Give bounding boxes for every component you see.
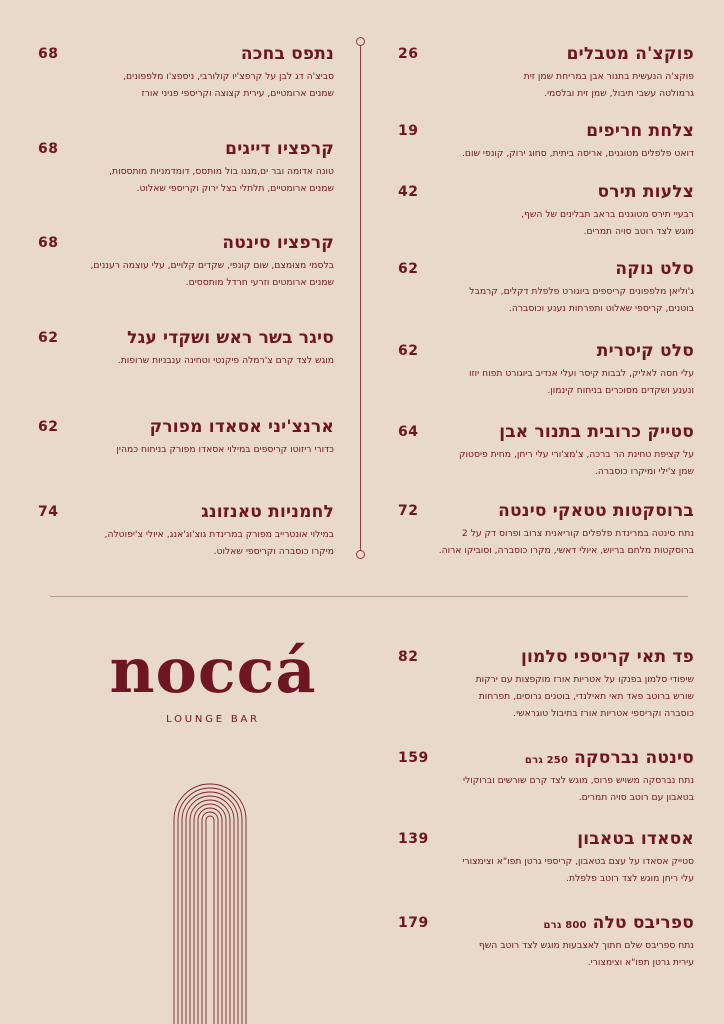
menu-item-description-line: נתח ספריבס שלם חתוך לאצבעות מוגש לצד רוטב השף — [478, 940, 694, 951]
menu-item-description-line: סטייק אסאדו על עצם בטאבון, קריספי גרטן תפו"א וצימצורי — [462, 856, 694, 867]
menu-item-header — [398, 500, 694, 522]
menu-item-header — [38, 501, 334, 523]
menu-item-description-line: דואט פלפלים מטוגנים, אריסה ביתית, סחוג ירוק, קונפי שום. — [461, 148, 694, 159]
menu-item-description-line: שיפודי סלמון בפנקו על אטריות אורז מוקפצות עם ירקות — [475, 674, 694, 685]
menu-item-price: 62 — [38, 419, 59, 435]
menu-item-name — [499, 421, 694, 443]
menu-item-header — [398, 747, 694, 769]
divider-top-dot — [356, 37, 365, 46]
menu-item-description-line: טונה אדומה ובר ים,מנגו בול מותסס, דומדמניות מותססות, — [109, 166, 334, 177]
menu-item-description — [38, 441, 334, 458]
menu-item-header — [38, 416, 334, 438]
menu-item-description-line: ברוסקטות מלחם בריוש, איולי דאשי, מקרו כוסברה, וסוביקו ארוה. — [438, 545, 694, 556]
menu-item — [38, 327, 334, 369]
menu-item-name — [577, 828, 694, 850]
menu-item-header — [398, 912, 694, 934]
menu-item-description — [398, 365, 694, 399]
menu-item-description-line: שמנים ארומטים וזרעי חרדל מותססים. — [185, 277, 334, 288]
arch-line — [178, 788, 242, 1024]
menu-item-name — [150, 416, 334, 438]
menu-item-description — [38, 163, 334, 197]
menu-item — [398, 181, 694, 240]
menu-item — [398, 340, 694, 399]
menu-item-name — [567, 43, 694, 65]
menu-item-description-line: בטאבון עם רוטב סויה תמרים. — [578, 792, 694, 803]
menu-item-name-text: ארנצ'יני אסאדו מפורק — [149, 417, 334, 437]
menu-item-header — [398, 646, 694, 668]
menu-item-description-line: כדורי ריזוטו קריספים במילוי אסאדו מפורק בניחוח כמהין — [116, 444, 334, 455]
menu-item-description — [398, 145, 694, 162]
menu-item-description-line: גרמולטה עשבי תיבול, שמן זית ובלסמי. — [544, 88, 694, 99]
menu-item-name-text: סלט נוקה — [615, 259, 694, 279]
menu-item-header — [398, 181, 694, 203]
menu-item-description-line: עלי חסה לאליק, לבבות קיסר ועלי אנדיב ביוגורט תפוח יוזו — [468, 368, 694, 379]
menu-item-header — [398, 120, 694, 142]
menu-item-description — [38, 68, 334, 102]
menu-item-description-line: כוסברה וקריספי אטריות אורז בתיבול טוגראשי. — [513, 708, 694, 719]
menu-item — [38, 416, 334, 458]
menu-item-name — [222, 232, 334, 254]
menu-item-price: 68 — [38, 141, 59, 157]
section-divider — [50, 596, 688, 597]
menu-item-price: 159 — [398, 750, 429, 766]
menu-item-header — [38, 327, 334, 349]
menu-item — [398, 500, 694, 559]
menu-item-header — [38, 138, 334, 160]
menu-item-description-line: שמנים ארומטיים, תלתלי בצל ירוק וקריספי שאלוט. — [136, 183, 334, 194]
menu-item-name-text: ספריבס טלה — [592, 913, 694, 933]
menu-item-name-text: סטייק כרובית בתנור אבן — [499, 422, 694, 442]
brand-logo: noccá — [109, 634, 317, 707]
menu-item-description-line: שורש ברוטב פאד תאי תאילנדי, בוטנים גרוסים, תפרחות — [478, 691, 694, 702]
menu-item — [398, 258, 694, 317]
menu-item-price: 64 — [398, 424, 419, 440]
menu-item-header — [398, 340, 694, 362]
menu-item-description — [38, 352, 334, 369]
menu-item-name — [543, 912, 694, 937]
menu-item-description-line: מוגש לצד רוטב סויה תמרים. — [583, 226, 694, 237]
menu-item-description — [38, 526, 334, 560]
arch-line — [186, 796, 234, 1024]
menu-item-price: 68 — [38, 46, 59, 62]
arch-line — [194, 804, 226, 1024]
menu-item-description-line: שמן צ'ילי ומיקרו כוסברה. — [594, 466, 694, 477]
menu-item-name-text: פד תאי קריספי סלמון — [520, 647, 694, 667]
divider-bottom-dot — [356, 550, 365, 559]
menu-item-description — [398, 446, 694, 480]
menu-item-name-text: סינטה נברסקה — [574, 748, 694, 768]
menu-item-price: 179 — [398, 915, 429, 931]
menu-item-description — [398, 68, 694, 102]
menu-item-description-line: פוקצ'ה הנעשית בתנור אבן במריחת שמן זית — [523, 71, 694, 82]
menu-item-weight: 250 גרם — [524, 755, 569, 766]
menu-item-price: 68 — [38, 235, 59, 251]
menu-item — [38, 43, 334, 102]
menu-item-price: 72 — [398, 503, 419, 519]
menu-item-description-line: ג'וליאן מלפפונים קריספים ביוגורט פלפלת דקלים, קרמבל — [469, 286, 694, 297]
menu-item-name-text: סיגר בשר ראש ושקדי עגל — [127, 328, 334, 348]
menu-item-description-line: עירית גרטן תפו"א וצימצורי. — [587, 957, 694, 968]
menu-item-name-text: צלעות תירס — [597, 182, 694, 202]
menu-item-description-line: במילוי אונטרייב מפורק במרינדת גוצ'וג'אנג, איולי צ'יפוטלה, — [104, 529, 334, 540]
menu-item — [398, 912, 694, 971]
menu-item-header — [38, 232, 334, 254]
menu-item — [398, 43, 694, 102]
menu-item — [398, 646, 694, 722]
menu-item-description-line: ונענע ושקדים מסוכרים בניחוח קינמון. — [547, 385, 694, 396]
menu-item-name-text: נתפס בחכה — [240, 44, 334, 64]
arch-line — [174, 784, 246, 1024]
menu-item-description — [398, 853, 694, 887]
menu-item-weight: 800 גרם — [543, 920, 587, 931]
menu-item-name-text: סלט קיסרית — [596, 341, 694, 361]
menu-item-name — [521, 646, 694, 668]
menu-item-description-line: בלסמי מצומצם, שום קונפי, שקדים קלויים, עלי עוצמה רעננים, — [90, 260, 334, 271]
brand-tagline: LOUNGE BAR — [166, 714, 260, 725]
menu-item-name — [615, 258, 694, 280]
menu-item-price: 139 — [398, 831, 429, 847]
menu-item-name — [525, 747, 694, 772]
menu-item-description-line: עלי ריחן מוגש לצד רוטב פלפלת. — [566, 873, 694, 884]
menu-item — [398, 421, 694, 480]
menu-item — [38, 232, 334, 291]
column-divider — [360, 45, 361, 553]
menu-item-description-line: סביצ'ה דג לבן על קרפצ'יו קולורבי, ניספצ'ו מלפפונים, — [123, 71, 334, 82]
menu-item-price: 82 — [398, 649, 419, 665]
menu-item-header — [38, 43, 334, 65]
menu-item-name-text: לחמניות טאנזונג — [201, 502, 334, 522]
menu-item-name — [586, 120, 694, 142]
arch-line — [190, 800, 230, 1024]
menu-item — [398, 747, 694, 806]
menu-item-price: 74 — [38, 504, 59, 520]
menu-item-name — [127, 327, 334, 349]
menu-item-header — [398, 43, 694, 65]
menu-item-description-line: שמנים ארומטיים, עירית קצוצה וקריספי פניני אורז — [141, 88, 334, 99]
menu-item-name — [225, 138, 334, 160]
menu-item-price: 42 — [398, 184, 419, 200]
menu-item-header — [398, 258, 694, 280]
menu-item-description — [398, 206, 694, 240]
menu-item-name — [597, 340, 694, 362]
menu-item-name-text: קרפציו דייגים — [225, 139, 334, 159]
menu-item-name — [598, 181, 694, 203]
menu-item-price: 62 — [38, 330, 59, 346]
menu-item-name — [201, 501, 334, 523]
menu-item-description — [398, 937, 694, 971]
menu-item-description-line: מיקרו כוסברה וקריספי שאלוט. — [213, 546, 334, 557]
menu-item-price: 19 — [398, 123, 419, 139]
menu-item-description — [398, 283, 694, 317]
menu-item — [38, 138, 334, 197]
menu-item-description — [398, 671, 694, 722]
arch-line — [206, 816, 214, 1024]
menu-item-description — [398, 772, 694, 806]
menu-item-description — [398, 525, 694, 559]
menu-item — [398, 120, 694, 162]
menu-item-description-line: נתח סינטה במרינדת פלפלים קוריאנית צרוב ופרוס דק על 2 — [461, 528, 694, 539]
menu-item-price: 26 — [398, 46, 419, 62]
menu-item-header — [398, 828, 694, 850]
menu-item — [38, 501, 334, 560]
menu-item-name-text: צלחת חריפים — [586, 121, 694, 141]
menu-item-name — [498, 500, 694, 522]
menu-item-description-line: רבעיי תירס מטוגנים בראב תבלינים של השף, — [521, 209, 694, 220]
menu-item-description-line: מוגש לצד קרם צ'רמלה פיקנטי וטחינה ענבניות שרופות. — [117, 355, 334, 366]
menu-item-description — [38, 257, 334, 291]
menu-item-name-text: ברוסקטות טטאקי סינטה — [498, 501, 694, 521]
arch-line — [202, 812, 218, 1024]
arch-lines-decoration — [172, 780, 248, 1024]
menu-item-header — [398, 421, 694, 443]
menu-item-price: 62 — [398, 261, 419, 277]
menu-item-name-text: אסאדו בטאבון — [577, 829, 694, 849]
menu-item-description-line: בוטנים, קריספי שאלוט ותפרחות נענע וכוסברה. — [508, 303, 694, 314]
menu-item-name — [241, 43, 334, 65]
menu-item-description-line: על קציפת טחינת הר ברכה, צ'מצ'ורי עלי ריחן, מחית פיסטוק — [459, 449, 694, 460]
menu-item-name-text: קרפציו סינטה — [222, 233, 334, 253]
menu-item-name-text: פוקצ'ה מטבלים — [566, 44, 694, 64]
menu-item-description-line: נתח נברסקה משויש פרוס, מוגש לצד קרם שורשים וברוקולי — [462, 775, 694, 786]
menu-item — [398, 828, 694, 887]
menu-item-price: 62 — [398, 343, 419, 359]
